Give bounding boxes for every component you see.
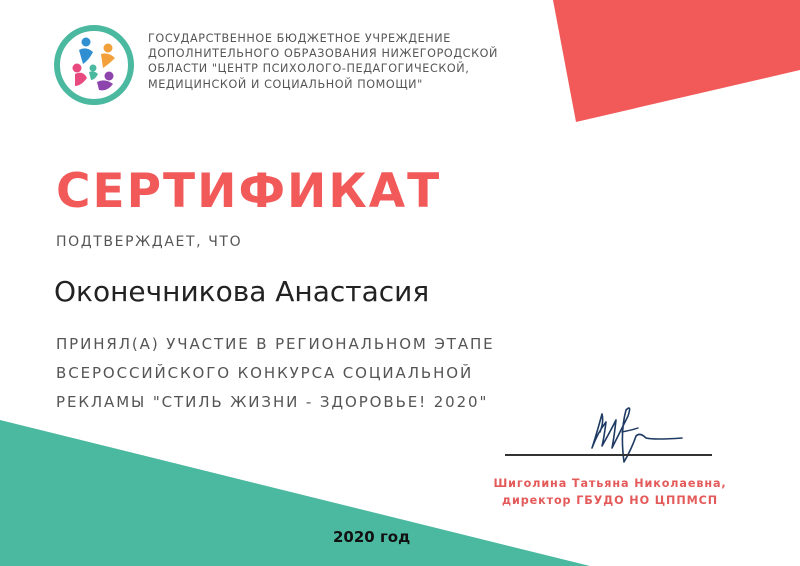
organization-line: ОБЛАСТИ "ЦЕНТР ПСИХОЛОГО-ПЕДАГОГИЧЕСКОЙ, bbox=[148, 62, 470, 76]
participation-line: РЕКЛАМЫ "СТИЛЬ ЖИЗНИ - ЗДОРОВЬЕ! 2020" bbox=[56, 393, 489, 411]
organization-line: МЕДИЦИНСКОЙ И СОЦИАЛЬНОЙ ПОМОЩИ" bbox=[148, 77, 423, 91]
participation-text bbox=[56, 330, 495, 417]
handwritten-signature bbox=[582, 392, 692, 472]
decorative-corner-red bbox=[548, 0, 800, 122]
recipient-name: Оконечникова Анастасия bbox=[54, 275, 430, 308]
organization-name bbox=[148, 31, 528, 92]
certificate-title: СЕРТИФИКАТ bbox=[56, 164, 442, 219]
signature-line bbox=[505, 454, 712, 456]
participation-line: ПРИНЯЛ(А) УЧАСТИЕ В РЕГИОНАЛЬНОМ ЭТАПЕ bbox=[56, 335, 495, 353]
organization-line: ДОПОЛНИТЕЛЬНОГО ОБРАЗОВАНИЯ НИЖЕГОРОДСКОЙ bbox=[148, 47, 498, 61]
confirms-text: ПОДТВЕРЖДАЕТ, ЧТО bbox=[56, 234, 243, 250]
participation-line: ВСЕРОССИЙСКОГО КОНКУРСА СОЦИАЛЬНОЙ bbox=[56, 364, 474, 382]
signer-position: директор ГБУДО НО ЦППМСП bbox=[502, 494, 718, 507]
certificate-year: 2020 год bbox=[333, 528, 411, 546]
organization-line: ГОСУДАРСТВЕННОЕ БЮДЖЕТНОЕ УЧРЕЖДЕНИЕ bbox=[148, 32, 451, 45]
signer-block bbox=[470, 475, 750, 509]
signer-name: Шиголина Татьяна Николаевна, bbox=[493, 477, 727, 490]
people-circle-logo-icon bbox=[53, 24, 135, 106]
